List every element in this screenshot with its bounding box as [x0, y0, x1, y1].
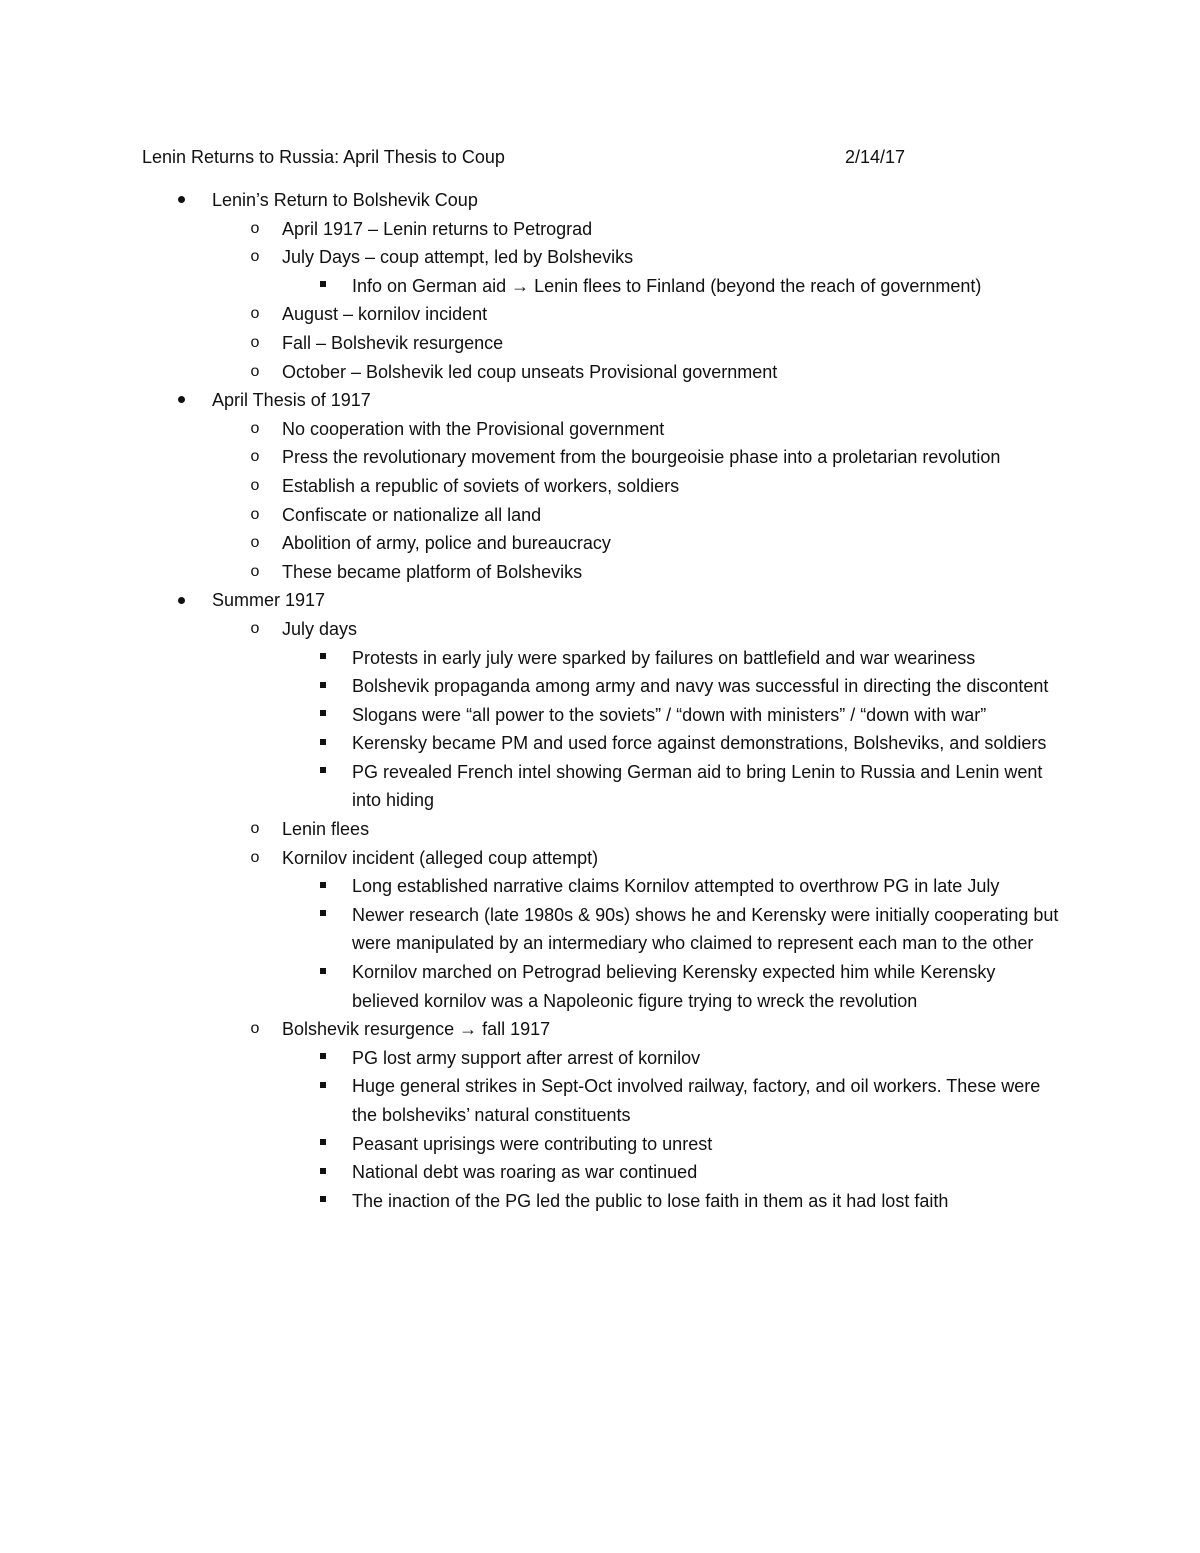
outline-item-level-2: [0, 329, 1057, 358]
outline-item-level-2: [0, 1015, 1057, 1044]
outline-item-level-2: [0, 243, 1057, 272]
notes-outline: [0, 186, 1200, 1215]
outline-item-text: Confiscate or nationalize all land: [282, 504, 542, 525]
outline-item-text: Lenin’s Return to Bolshevik Coup: [212, 190, 478, 210]
bullet-square-icon: [313, 1130, 333, 1159]
outline-item-text: Newer research (late 1980s & 90s) shows he and Kerensky were initially cooperating but were manipulated by an intermediary who claimed to represent each man to the other: [352, 904, 1059, 954]
outline-item-level-2: [0, 472, 1057, 501]
outline-item-text: Long established narrative claims Kornilov attempted to overthrow PG in late July: [352, 876, 1000, 897]
outline-item-text: Huge general strikes in Sept-Oct involved railway, factory, and oil workers. These were the bolsheviks’ natural constituents: [352, 1076, 1041, 1125]
outline-item-level-2: [0, 815, 1057, 844]
bullet-square-icon: [320, 1082, 326, 1088]
bullet-square-icon: [313, 272, 333, 301]
bullet-dot-icon: [178, 396, 185, 403]
outline-item-level-3: [0, 672, 1060, 701]
outline-item-level-2: [0, 529, 1057, 558]
outline-item-level-3: [0, 1158, 1060, 1187]
outline-item-level-1: [0, 386, 1052, 415]
outline-item-text: Abolition of army, police and bureaucracy: [282, 533, 611, 554]
outline-item-text: Fall – Bolshevik resurgence: [282, 332, 504, 353]
outline-item-text: PG lost army support after arrest of kornilov: [352, 1047, 701, 1068]
bullet-square-icon: [320, 653, 326, 659]
bullet-dot-icon: [171, 186, 191, 215]
bullet-circle-o-icon: o: [250, 619, 260, 637]
outline-item-text: PG revealed French intel showing German aid to bring Lenin to Russia and Lenin went into hiding: [352, 761, 1043, 811]
outline-item-text: April 1917 – Lenin returns to Petrograd: [282, 218, 593, 239]
bullet-circle-o-icon: o: [250, 419, 260, 437]
outline-item-level-2: [0, 501, 1057, 530]
outline-item-text: National debt was roaring as war continued: [352, 1162, 698, 1183]
outline-item-text: Press the revolutionary movement from the bourgeoisie phase into a proletarian revolution: [282, 447, 1001, 468]
outline-item-text: Kornilov marched on Petrograd believing Kerensky expected him while Kerensky believed kornilov was a Napoleonic figure trying to wreck the revolution: [352, 962, 996, 1011]
outline-item-text: Lenin flees: [282, 819, 370, 840]
outline-item-text: July days: [282, 618, 358, 639]
document-date: 2/14/17: [845, 147, 906, 167]
outline-item-level-3: [0, 901, 1060, 958]
bullet-square-icon: [320, 1053, 326, 1059]
bullet-square-icon: [320, 767, 326, 773]
outline-item-level-3: [0, 701, 1060, 730]
outline-item-text: Peasant uprisings were contributing to unrest: [352, 1133, 713, 1154]
outline-item-level-3: [0, 1044, 1060, 1073]
bullet-dot-icon: [171, 586, 191, 615]
outline-item-text: October – Bolshevik led coup unseats Provisional government: [282, 361, 778, 382]
bullet-circle-o-icon: o: [250, 505, 260, 523]
bullet-square-icon: [313, 701, 333, 730]
bullet-square-icon: [320, 1196, 326, 1202]
bullet-square-icon: [320, 968, 326, 974]
outline-item-level-3: [0, 644, 1060, 673]
bullet-square-icon: [313, 1072, 333, 1101]
bullet-square-icon: [320, 710, 326, 716]
outline-item-level-3: [0, 729, 1060, 758]
outline-item-level-3: [0, 872, 1060, 901]
bullet-circle-o-icon: o: [250, 562, 260, 580]
outline-item-level-3: [0, 758, 1060, 815]
outline-item-text: April Thesis of 1917: [212, 390, 371, 411]
outline-item-level-1: [0, 586, 1052, 615]
bullet-circle-o-icon: o: [250, 362, 260, 380]
bullet-square-icon: [313, 758, 333, 787]
bullet-dot-icon: [178, 196, 185, 203]
outline-item-level-3: [0, 1130, 1060, 1159]
outline-item-level-3: [0, 1187, 1060, 1216]
outline-item-text: Info on German aid → Lenin flees to Finland (beyond the reach of government): [352, 275, 982, 296]
bullet-square-icon: [313, 644, 333, 673]
bullet-square-icon: [320, 910, 326, 916]
bullet-dot-icon: [178, 597, 185, 604]
bullet-circle-o-icon: o: [250, 219, 260, 237]
bullet-circle-o-icon: o: [250, 848, 260, 866]
document-title: Lenin Returns to Russia: April Thesis to Coup: [142, 147, 505, 167]
outline-item-level-2: [0, 215, 1057, 244]
bullet-square-icon: [313, 958, 333, 987]
bullet-circle-o-icon: o: [250, 305, 260, 323]
outline-item-text: Protests in early july were sparked by failures on battlefield and war weariness: [352, 647, 976, 668]
outline-item-level-2: [0, 300, 1057, 329]
bullet-square-icon: [313, 1187, 333, 1216]
outline-item-level-2: [0, 443, 1057, 472]
bullet-square-icon: [313, 901, 333, 930]
outline-item-level-2: [0, 558, 1057, 587]
outline-item-text: The inaction of the PG led the public to lose faith in them as it had lost faith: [352, 1190, 949, 1211]
bullet-circle-o-icon: o: [250, 448, 260, 466]
bullet-square-icon: [320, 281, 326, 287]
outline-item-text: Establish a republic of soviets of workers, soldiers: [282, 475, 680, 496]
bullet-square-icon: [313, 729, 333, 758]
bullet-square-icon: [320, 1139, 326, 1145]
bullet-dot-icon: [171, 386, 191, 415]
outline-item-text: Slogans were “all power to the soviets” / “down with ministers” / “down with war”: [352, 704, 987, 725]
outline-item-level-1: [0, 186, 1052, 215]
outline-item-text: August – kornilov incident: [282, 304, 488, 325]
outline-item-text: Bolshevik resurgence → fall 1917: [282, 1019, 551, 1040]
bullet-square-icon: [313, 1044, 333, 1073]
document-header: [142, 143, 942, 171]
bullet-square-icon: [313, 672, 333, 701]
bullet-square-icon: [313, 1158, 333, 1187]
outline-item-text: These became platform of Bolsheviks: [282, 561, 583, 582]
outline-item-level-2: [0, 358, 1057, 387]
bullet-circle-o-icon: o: [250, 534, 260, 552]
bullet-square-icon: [320, 882, 326, 888]
bullet-circle-o-icon: o: [250, 248, 260, 266]
outline-item-level-3: [0, 958, 1060, 1015]
bullet-square-icon: [313, 872, 333, 901]
bullet-square-icon: [320, 739, 326, 745]
bullet-circle-o-icon: o: [250, 333, 260, 351]
outline-item-level-2: [0, 415, 1057, 444]
bullet-circle-o-icon: o: [250, 476, 260, 494]
outline-item-level-2: [0, 615, 1057, 644]
outline-item-text: Bolshevik propaganda among army and navy was successful in directing the discontent: [352, 676, 1049, 697]
bullet-square-icon: [320, 1168, 326, 1174]
bullet-circle-o-icon: o: [250, 820, 260, 838]
bullet-square-icon: [320, 682, 326, 688]
outline-item-text: No cooperation with the Provisional government: [282, 418, 665, 439]
outline-item-text: July Days – coup attempt, led by Bolsheviks: [282, 247, 634, 268]
outline-item-level-3: [0, 272, 1060, 301]
outline-item-text: Kerensky became PM and used force against demonstrations, Bolsheviks, and soldiers: [352, 733, 1047, 754]
outline-item-level-3: [0, 1072, 1060, 1129]
bullet-circle-o-icon: o: [250, 1020, 260, 1038]
outline-item-level-2: [0, 844, 1057, 873]
outline-item-text: Summer 1917: [212, 590, 326, 611]
outline-item-text: Kornilov incident (alleged coup attempt): [282, 847, 599, 868]
